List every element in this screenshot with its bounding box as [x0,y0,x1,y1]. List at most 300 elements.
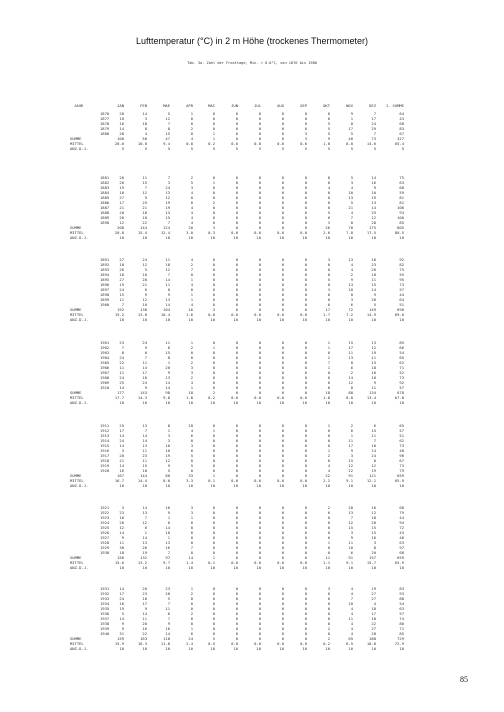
table-cell: 22 [325,473,330,478]
row-label: 1921 [100,505,110,510]
table-cell: 0 [235,131,238,136]
table-cell: 1 [190,385,193,390]
table-cell: 15 [165,131,170,136]
table-cell: 9.4 [163,141,170,146]
table-cell: 8 [373,458,376,463]
table-cell: 0 [258,423,261,428]
table-cell: 7 [144,355,147,360]
table-cell: 10 [188,235,193,240]
table-cell: 0 [304,448,307,453]
table-cell: 0 [258,277,261,282]
table-cell: 7 [167,550,170,555]
table-cell: 10 [256,565,261,570]
row-label: 1887 [100,205,110,210]
table-cell: 26 [119,215,124,220]
table-cell: 0 [327,601,330,606]
table-cell: 8 [121,350,124,355]
table-cell: 14 [119,385,124,390]
table-cell: 25 [119,423,124,428]
table-cell: 0 [235,621,238,626]
row-label: 1936 [100,611,110,616]
page-title: Lufttemperatur (°C) in 2 m Höhe (trockenes Thermometer) [135,36,368,46]
table-cell: 18 [119,262,124,267]
table-cell: 11 [142,616,147,621]
table-cell: 0 [212,448,215,453]
table-cell: 0 [258,195,261,200]
table-cell: 0 [327,515,330,520]
table-cell: 51 [399,302,404,307]
table-cell: 9 [167,292,170,297]
table-cell: 0 [281,131,284,136]
table-cell: 0 [258,380,261,385]
table-cell: 20 [142,586,147,591]
table-cell: 0 [258,210,261,215]
table-cell: 12 [165,195,170,200]
table-cell: 4 [190,136,193,141]
table-cell: 23 [142,591,147,596]
table-cell: 6.5 [346,641,353,646]
table-cell: 23 [142,453,147,458]
table-cell: 0 [304,340,307,345]
table-cell: 0 [258,525,261,530]
table-cell: 14 [142,505,147,510]
table-cell: 10 [119,317,124,322]
table-cell: 2 [350,370,353,375]
table-cell: 10 [348,545,353,550]
table-cell: 0.0 [231,641,238,646]
table-cell: 26 [119,175,124,180]
table-cell: 79 [399,468,404,473]
table-cell: 10 [279,317,284,322]
table-cell: 0 [258,370,261,375]
table-cell: 1 [212,345,215,350]
table-cell: 20 [188,225,193,230]
table-cell: 0 [281,390,284,395]
table-cell: 1 [190,277,193,282]
row-label: 1940 [100,631,110,636]
table-cell: 17.7 [114,395,124,400]
table-cell: 18 [165,262,170,267]
table-cell: 2 [327,505,330,510]
table-cell: 7 [167,272,170,277]
table-cell: 121 [369,473,376,478]
table-cell: 5 [235,146,238,151]
table-cell: 0 [235,525,238,530]
table-cell: 72.9 [394,641,404,646]
table-cell: 0 [190,272,193,277]
table-cell: 0 [212,190,215,195]
table-cell: 1 [212,473,215,478]
table-cell: 10 [188,646,193,651]
table-cell: 6 [350,365,353,370]
table-cell: 10 [119,565,124,570]
table-cell: 54 [399,601,404,606]
row-label: 1917 [100,453,110,458]
table-cell: 18 [325,390,330,395]
table-cell: 17 [371,611,376,616]
table-cell: 0 [235,550,238,555]
table-cell: 0 [281,215,284,220]
table-cell: 0 [304,520,307,525]
table-cell: 0 [212,287,215,292]
table-cell: 0 [212,443,215,448]
table-cell: 0 [235,292,238,297]
table-cell: 10 [233,400,238,405]
table-cell: 0.0 [254,141,261,146]
table-cell: 65.9 [394,478,404,483]
table-cell: 0 [212,360,215,365]
table-cell: 17.5 [366,230,376,235]
table-cell: 0 [235,350,238,355]
table-cell: 10 [302,235,307,240]
table-cell: 0 [258,282,261,287]
table-cell: 0 [190,601,193,606]
table-cell: 0 [235,380,238,385]
table-cell: 0 [281,185,284,190]
table-cell: 0 [235,136,238,141]
table-cell: 0 [258,267,261,272]
row-label: MITTEL [70,560,84,565]
table-cell: 0 [235,307,238,312]
table-cell: 0 [304,545,307,550]
table-cell: 22 [119,360,124,365]
table-cell: 0 [281,121,284,126]
table-cell: 0 [235,606,238,611]
table-cell: 0 [304,111,307,116]
table-cell: 20 [371,520,376,525]
table-cell: 0 [212,463,215,468]
table-cell: 10 [399,646,404,651]
table-cell: 0.0 [231,560,238,565]
table-cell: 92 [399,380,404,385]
table-cell: 20 [371,550,376,555]
table-cell: 0 [281,375,284,380]
table-cell: 0 [212,175,215,180]
table-cell: 132 [140,555,147,560]
table-cell: 0 [281,205,284,210]
table-cell: 9 [121,626,124,631]
table-row [0,400,504,405]
table-cell: 678 [397,390,404,395]
table-cell: 13 [142,540,147,545]
table-cell: 18.8 [366,641,376,646]
table-cell: 4 [350,267,353,272]
table-cell: 0 [212,525,215,530]
table-cell: 8 [167,423,170,428]
table-cell: 0 [235,505,238,510]
table-cell: 40 [348,136,353,141]
table-cell: 0 [281,433,284,438]
table-cell: 10 [210,400,215,405]
table-cell: 0 [258,136,261,141]
table-cell: 9 [373,185,376,190]
table-cell: 0 [235,510,238,515]
table-cell: 0 [144,350,147,355]
table-cell: 4 [373,601,376,606]
table-cell: 14 [165,277,170,282]
table-cell: 13 [142,510,147,515]
table-cell: 9 [144,195,147,200]
table-cell: 0.0 [300,230,307,235]
table-cell: 5 [167,596,170,601]
table-cell: 47 [165,136,170,141]
table-cell: 6 [144,287,147,292]
table-cell: 8.8 [346,395,353,400]
table-cell: 175 [369,225,376,230]
table-cell: 14 [142,433,147,438]
table-cell: 4 [350,262,353,267]
table-cell: 85 [399,631,404,636]
table-cell: 97 [399,545,404,550]
table-cell: 57 [399,287,404,292]
table-cell: 43 [399,530,404,535]
table-cell: 7 [144,515,147,520]
table-cell: 0 [235,185,238,190]
table-cell: 11 [165,340,170,345]
table-cell: 0 [190,520,193,525]
table-cell: 13.2 [137,560,147,565]
table-cell: 28 [119,111,124,116]
table-cell: 92 [399,257,404,262]
table-cell: 1 [327,365,330,370]
table-cell: 12 [142,520,147,525]
table-cell: 0 [304,287,307,292]
table-cell: 0 [327,302,330,307]
table-cell: 0 [327,282,330,287]
table-cell: 0 [304,596,307,601]
table-cell: 0 [281,297,284,302]
table-cell: 11 [348,616,353,621]
table-cell: 10 [119,235,124,240]
table-cell: 1 [212,555,215,560]
table-cell: 10 [325,565,330,570]
table-cell: 3 [144,116,147,121]
table-cell: 10 [371,483,376,488]
table-cell: 24 [119,375,124,380]
table-cell: 8 [373,545,376,550]
table-cell: 15 [371,530,376,535]
table-cell: 0 [304,555,307,560]
table-cell: 10 [348,317,353,322]
table-cell: 7 [167,175,170,180]
table-cell: 1.7 [323,312,330,317]
table-cell: 0 [190,525,193,530]
table-cell: 5 [281,146,284,151]
table-cell: 0 [258,302,261,307]
table-cell: 64 [399,111,404,116]
table-cell: 14 [119,616,124,621]
table-cell: 10 [371,190,376,195]
table-cell: 10 [165,235,170,240]
table-cell: 0 [304,277,307,282]
table-cell: 0 [235,190,238,195]
table-cell: 6 [350,550,353,555]
table-cell: 95 [399,277,404,282]
table-cell: 0 [327,380,330,385]
table-cell: 4 [350,591,353,596]
table-cell: 6 [350,302,353,307]
table-cell: 0 [281,535,284,540]
table-cell: 5 [327,210,330,215]
table-cell: 14.9 [366,312,376,317]
row-label: 1929 [100,545,110,550]
table-cell: 3 [167,180,170,185]
table-cell: 0 [304,360,307,365]
table-cell: 5 [167,468,170,473]
table-cell: 9.7 [163,560,170,565]
table-cell: 0 [212,550,215,555]
table-cell: 0 [258,596,261,601]
table-cell: 2 [190,175,193,180]
table-cell: 0.0 [231,230,238,235]
table-cell: 10 [165,448,170,453]
table-cell: 0 [327,591,330,596]
table-cell: 3 [190,510,193,515]
table-cell: 10 [302,646,307,651]
table-cell: 4 [190,220,193,225]
table-cell: 0 [212,111,215,116]
table-cell: 12 [165,458,170,463]
table-cell: 0 [212,545,215,550]
row-label: 1931 [100,586,110,591]
row-label: 1888 [100,210,110,215]
table-cell: 0 [281,180,284,185]
row-label: 1924 [100,520,110,525]
table-cell: 0.6 [300,141,307,146]
table-cell: 0 [212,350,215,355]
row-label: 1937 [100,616,110,621]
table-cell: 0 [258,262,261,267]
table-cell: 5 [144,267,147,272]
table-cell: 0 [258,540,261,545]
table-cell: 15.7 [366,560,376,565]
table-cell: 10 [325,400,330,405]
row-label: 1933 [100,596,110,601]
table-cell: 0 [258,433,261,438]
table-cell: 10 [399,235,404,240]
table-cell: 14.4 [137,478,147,483]
table-cell: 2 [327,355,330,360]
table-cell: 11 [371,385,376,390]
table-cell: 0 [304,385,307,390]
table-cell: 14.6 [366,141,376,146]
row-label: 1919 [100,463,110,468]
row-label: 1890 [100,220,110,225]
table-cell: 0 [258,385,261,390]
table-cell: 0 [235,443,238,448]
table-cell: 0 [235,473,238,478]
table-cell: 159 [117,636,124,641]
table-cell: 24 [119,438,124,443]
table-cell: 19 [371,195,376,200]
table-cell: 2 [212,390,215,395]
table-cell: 11 [119,365,124,370]
table-cell: 14 [371,287,376,292]
table-cell: 10 [165,400,170,405]
table-cell: 1.8 [323,141,330,146]
table-cell: 134 [369,390,376,395]
table-cell: 0 [281,370,284,375]
table-cell: 0 [190,540,193,545]
table-cell: 0 [327,205,330,210]
table-cell: 2 [327,626,330,631]
table-cell: 1 [190,340,193,345]
table-cell: 0 [327,385,330,390]
table-cell: 13 [348,195,353,200]
table-cell: 0 [281,540,284,545]
table-cell: 0.0 [231,478,238,483]
table-cell: 0 [281,636,284,641]
row-label: 1934 [100,601,110,606]
table-cell: 0 [281,385,284,390]
table-cell: 10 [165,443,170,448]
table-cell: 4 [350,621,353,626]
table-cell: 24 [119,287,124,292]
table-cell: 0 [258,360,261,365]
row-label: 1898 [100,292,110,297]
table-cell: 10 [371,646,376,651]
row-label: MITTEL [70,478,84,483]
table-cell: 0 [304,365,307,370]
table-cell: 0 [281,307,284,312]
table-cell: 18 [371,606,376,611]
table-cell: 13 [348,282,353,287]
table-cell: 0 [327,180,330,185]
table-cell: 104 [163,307,170,312]
table-cell: 10 [325,317,330,322]
table-cell: 0 [304,175,307,180]
table-cell: 10 [302,483,307,488]
table-cell: 0 [235,370,238,375]
table-cell: 10 [119,400,124,405]
table-cell: 0 [327,443,330,448]
table-cell: 690 [397,307,404,312]
row-label: 1927 [100,535,110,540]
table-cell: 0 [327,292,330,297]
table-cell: 80 [399,621,404,626]
table-cell: 0 [258,535,261,540]
table-cell: 18 [142,121,147,126]
table-cell: 2 [190,375,193,380]
table-cell: 10 [279,483,284,488]
table-cell: 0 [212,596,215,601]
row-label: 1900 [100,302,110,307]
table-cell: 24 [188,636,193,641]
table-cell: 0 [281,195,284,200]
table-cell: 2.6 [323,230,330,235]
table-cell: 1 [327,423,330,428]
table-cell: 9.1 [346,560,353,565]
row-label: 1902 [100,345,110,350]
table-cell: 0 [327,545,330,550]
table-cell: 0 [327,611,330,616]
table-cell: 17 [348,345,353,350]
table-cell: 10 [119,116,124,121]
table-cell: 73 [399,443,404,448]
table-row [0,317,504,322]
table-cell: 1 [190,297,193,302]
table-cell: 0 [327,428,330,433]
table-cell: 0 [327,530,330,535]
table-cell: 0 [235,210,238,215]
table-cell: 11 [119,540,124,545]
table-cell: 9 [144,292,147,297]
table-cell: 208 [117,225,124,230]
table-cell: 1 [167,535,170,540]
table-cell: 0 [327,433,330,438]
table-cell: 5 [304,146,307,151]
row-label: 1913 [100,433,110,438]
